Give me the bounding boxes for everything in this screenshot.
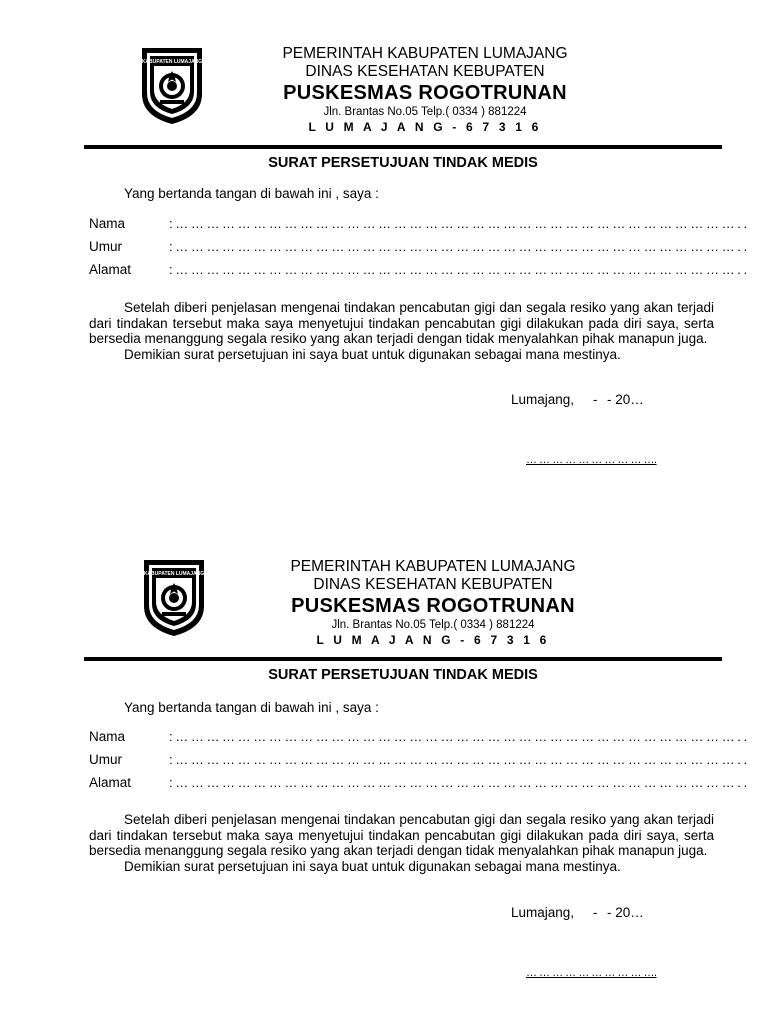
address-blank[interactable]: : … … … … … … … … … … … … … … … … … … … … … … … … … … … … … … … … … … … … . . <box>169 775 747 790</box>
consent-body <box>89 300 714 362</box>
document-title: SURAT PERSETUJUAN TINDAK MEDIS <box>268 155 538 171</box>
name-label: Nama <box>89 729 126 744</box>
institution-name: PUSKESMAS ROGOTRUNAN <box>291 595 575 617</box>
name-field[interactable] <box>89 216 747 231</box>
name-blank[interactable]: : … … … … … … … … … … … … … … … … … … … … … … … … … … … … … … … … … … … … . . <box>169 729 747 744</box>
letterhead <box>220 45 630 135</box>
address-blank[interactable]: : … … … … … … … … … … … … … … … … … … … … … … … … … … … … … … … … … … … … . . <box>169 262 747 277</box>
letterhead <box>228 558 638 648</box>
address-label: Alamat <box>89 775 132 790</box>
institution-city: L U M A J A N G - 6 7 3 1 6 <box>308 120 542 134</box>
place-date <box>511 905 644 920</box>
institution-city: L U M A J A N G - 6 7 3 1 6 <box>316 633 550 647</box>
government-name: PEMERINTAH KABUPATEN LUMAJANG <box>290 558 576 575</box>
address-field[interactable] <box>89 262 747 277</box>
signature-line[interactable]: … … … … … … … … … …. <box>526 967 657 979</box>
address-label: Alamat <box>89 262 132 277</box>
intro-text: Yang bertanda tangan di bawah ini , saya : <box>124 186 379 201</box>
header-divider <box>84 657 722 661</box>
age-label: Umur <box>89 239 122 254</box>
place-name: Lumajang, <box>511 392 575 407</box>
closing-paragraph: Demikian surat persetujuan ini saya buat untuk digunakan sebagai mana mestinya. <box>124 346 621 362</box>
consent-paragraph: Setelah diberi penjelasan mengenai tindakan pencabutan gigi dan segala resiko yang akan terjadi dari tindakan tersebut maka saya menyetujui tindakan pencabutan gigi dilakukan pada diri saya, serta bersedia menanggung segala resiko yang akan terjadi dengan tidak menyalahkan pihak manapun juga. <box>89 300 714 346</box>
government-name: PEMERINTAH KABUPATEN LUMAJANG <box>282 45 568 62</box>
age-field[interactable] <box>89 239 747 254</box>
signature-line[interactable]: … … … … … … … … … …. <box>526 454 657 466</box>
date-year: - 20… <box>607 392 644 407</box>
date-day-month: - <box>592 392 598 407</box>
logo-text: KABUPATEN LUMAJANG <box>141 59 203 65</box>
logo-text: KABUPATEN LUMAJANG <box>143 571 205 577</box>
department-name: DINAS KESEHATAN KEBUPATEN <box>313 576 553 593</box>
name-field[interactable] <box>89 729 747 744</box>
address-field[interactable] <box>89 775 747 790</box>
place-name: Lumajang, <box>511 905 575 920</box>
closing-paragraph: Demikian surat persetujuan ini saya buat untuk digunakan sebagai mana mestinya. <box>124 858 621 874</box>
date-year: - 20… <box>607 905 644 920</box>
name-blank[interactable]: : … … … … … … … … … … … … … … … … … … … … … … … … … … … … … … … … … … … … . . <box>169 216 747 231</box>
intro-text: Yang bertanda tangan di bawah ini , saya : <box>124 700 379 715</box>
name-label: Nama <box>89 216 126 231</box>
consent-form-2 <box>0 512 768 1024</box>
place-date <box>511 392 644 407</box>
age-blank[interactable]: : … … … … … … … … … … … … … … … … … … … … … … … … … … … … … … … … … … … … . . <box>169 752 747 767</box>
institution-address: Jln. Brantas No.05 Telp.( 0334 ) 881224 <box>323 106 527 118</box>
document-title: SURAT PERSETUJUAN TINDAK MEDIS <box>268 667 538 683</box>
age-blank[interactable]: : … … … … … … … … … … … … … … … … … … … … … … … … … … … … … … … … … … … … . . <box>169 239 747 254</box>
kabupaten-lumajang-emblem-icon <box>136 44 208 126</box>
department-name: DINAS KESEHATAN KEBUPATEN <box>305 63 545 80</box>
age-label: Umur <box>89 752 122 767</box>
age-field[interactable] <box>89 752 747 767</box>
date-day-month: - <box>592 905 598 920</box>
kabupaten-lumajang-emblem-icon <box>138 556 210 638</box>
institution-name: PUSKESMAS ROGOTRUNAN <box>283 82 567 104</box>
institution-address: Jln. Brantas No.05 Telp.( 0334 ) 881224 <box>331 619 535 631</box>
consent-paragraph: Setelah diberi penjelasan mengenai tindakan pencabutan gigi dan segala resiko yang akan terjadi dari tindakan tersebut maka saya menyetujui tindakan pencabutan gigi dilakukan pada diri saya, serta bersedia menanggung segala resiko yang akan terjadi dengan tidak menyalahkan pihak manapun juga. <box>89 812 714 858</box>
header-divider <box>84 145 722 149</box>
consent-body <box>89 812 714 874</box>
